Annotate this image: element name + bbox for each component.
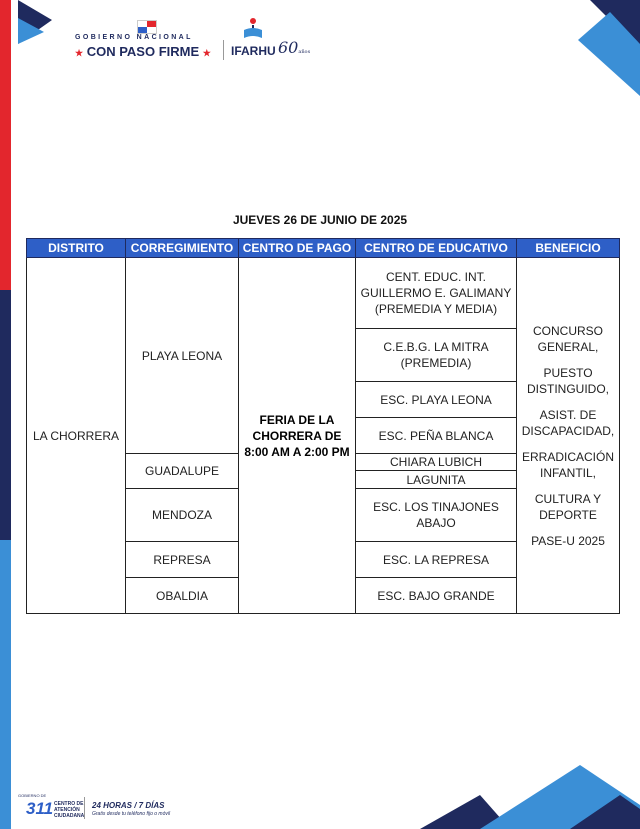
con-paso-firme-text [75,44,211,59]
star-icon: ★ [75,48,84,58]
footer-centro-text: CENTRO DE ATENCIÓN CIUDADANA [54,801,85,819]
header-divider [223,40,224,60]
centro-educativo-cell: ESC. PEÑA BLANCA [356,418,517,454]
header-distrito: DISTRITO [27,239,126,258]
left-strip-blue [0,540,11,829]
corregimiento-cell: MENDOZA [126,489,239,542]
centro-educativo-cell: ESC. BAJO GRANDE [356,578,517,614]
beneficio-item: CULTURA Y DEPORTE [534,491,602,522]
header-centro-educativo: CENTRO DE EDUCATIVO [356,239,517,258]
anos-label: años [298,49,311,55]
paso-firme-label: CON PASO FIRME [86,44,200,59]
panama-flag-icon [137,20,157,34]
footer-horas-text: 24 HORAS / 7 DÍAS [92,801,165,810]
beneficio-item: CONCURSO GENERAL, [532,323,603,354]
left-strip-navy [0,290,11,540]
centro-educativo-cell: C.E.B.G. LA MITRA (PREMEDIA) [356,329,517,382]
ifarhu-emblem-icon [242,16,264,40]
centro-educativo-cell: ESC. LOS TINAJONES ABAJO [356,489,517,542]
header-logo [75,16,310,64]
corregimiento-cell: REPRESA [126,542,239,578]
star-icon: ★ [202,48,211,58]
sixty-number: 60 [278,38,299,57]
centro-educativo-cell: ESC. PLAYA LEONA [356,382,517,418]
centro-educativo-cell: CHIARA LUBICH [356,454,517,471]
beneficio-cell [517,258,620,614]
bottom-right-decoration [420,765,640,829]
header-centro-pago: CENTRO DE PAGO [239,239,356,258]
footer-divider [84,797,85,819]
beneficio-item: PUESTO DISTINGUIDO, [526,365,609,396]
centro-pago-cell: FERIA DE LA CHORRERA DE 8:00 AM A 2:00 PM [239,258,356,614]
top-right-decoration [560,0,640,96]
header-corregimiento: CORREGIMIENTO [126,239,239,258]
corregimiento-cell: PLAYA LEONA [126,258,239,454]
beneficio-item: PASE-U 2025 [531,533,605,548]
corregimiento-cell: OBALDIA [126,578,239,614]
header-beneficio: BENEFICIO [517,239,620,258]
footer-logo [18,793,218,823]
footer-gobierno-text: GOBIERNO DE [18,793,47,798]
ifarhu-text: IFARHU [231,44,276,58]
table-row [27,258,620,329]
left-strip-red [0,0,11,290]
footer-311-text: 311 [26,799,54,818]
sixty-anos-text [278,38,310,57]
centro-educativo-cell: CENT. EDUC. INT. GUILLERMO E. GALIMANY (PREMEDIA Y MEDIA) [356,258,517,329]
footer-gratis-text: Gratis desde tu teléfono fijo o móvil [92,811,171,817]
page-title: JUEVES 26 DE JUNIO DE 2025 [232,213,408,227]
gobierno-nacional-text: GOBIERNO NACIONAL [75,34,193,41]
table-header-row [27,239,620,258]
corregimiento-cell: GUADALUPE [126,454,239,489]
centro-educativo-cell: LAGUNITA [356,471,517,489]
beneficio-item: ERRADICACIÓN INFANTIL, [521,449,614,480]
centro-educativo-cell: ESC. LA REPRESA [356,542,517,578]
distrito-cell: LA CHORRERA [27,258,126,614]
top-left-triangle-decoration [18,0,54,44]
beneficio-item: ASIST. DE DISCAPACIDAD, [521,407,615,438]
schedule-table [26,238,620,614]
